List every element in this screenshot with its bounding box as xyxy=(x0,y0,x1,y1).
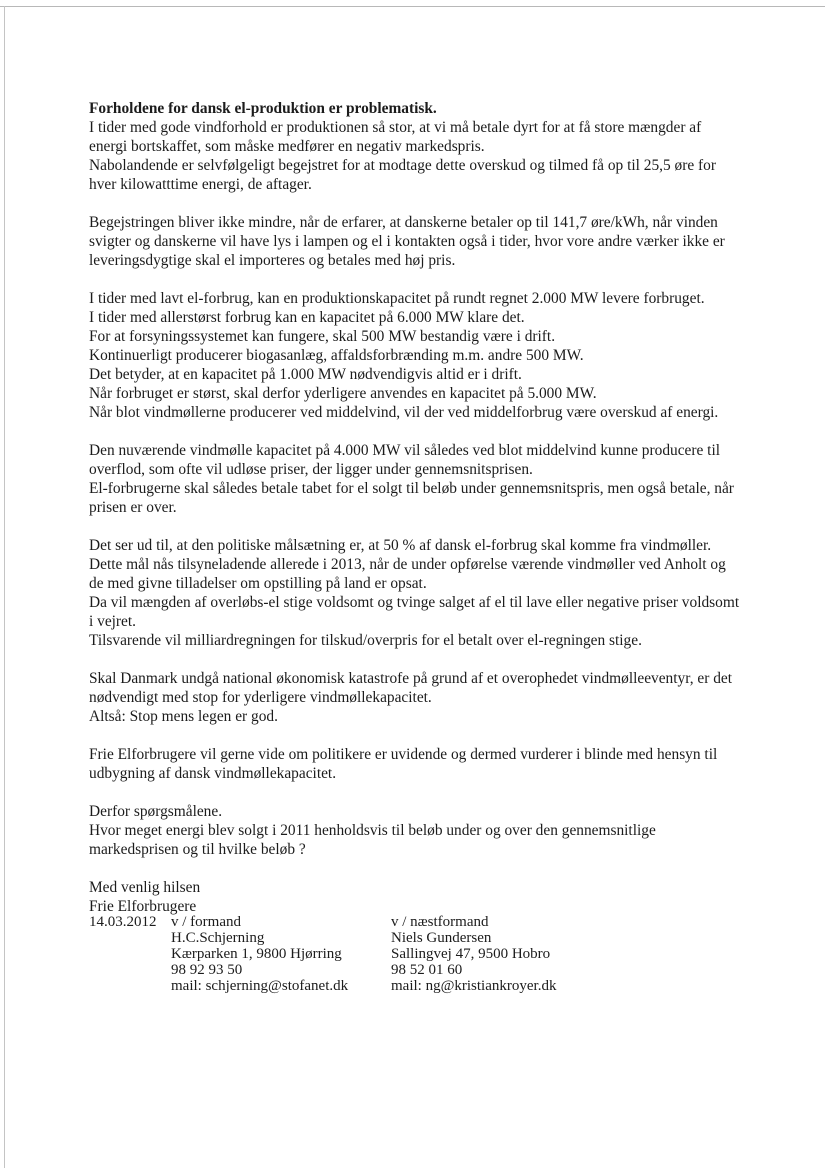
paragraph-line: I tider med gode vindforhold er produktionen så stor, at vi må betale dyrt for at få store mængder af xyxy=(89,119,702,136)
paragraph xyxy=(89,289,779,422)
paragraph-line: Kontinuerligt producerer biogasanlæg, affaldsforbrænding m.m. andre 500 MW. xyxy=(89,347,584,364)
paragraph-line: Frie Elforbrugere vil gerne vide om politikere er uvidende og dermed vurderer i blinde med hensyn til xyxy=(89,746,718,763)
paragraph xyxy=(89,441,779,517)
paragraph-line: energi bortskaffet, som måske medfører en negativ markedspris. xyxy=(89,138,485,155)
vice-chair-phone: 98 52 01 60 xyxy=(391,962,463,978)
paragraph-line: prisen er over. xyxy=(89,499,177,516)
signature-chair xyxy=(171,914,348,994)
vice-chair-mail: mail: ng@kristiankroyer.dk xyxy=(391,978,557,994)
paragraph-line: Den nuværende vindmølle kapacitet på 4.000 MW vil således ved blot middelvind kunne producere til xyxy=(89,442,721,459)
paragraph-line: svigter og danskerne vil have lys i lampen og el i kontakten også i tider, hvor vore andre værker ikke er xyxy=(89,233,725,250)
paragraph xyxy=(89,745,779,783)
paragraph-line: Tilsvarende vil milliardregningen for tilskud/overpris for el betalt over el-regningen stige. xyxy=(89,632,642,649)
paragraph-line: I tider med allerstørst forbrug kan en kapacitet på 6.000 MW klare det. xyxy=(89,309,525,326)
chair-address: Kærparken 1, 9800 Hjørring xyxy=(171,946,342,962)
paragraph xyxy=(89,878,779,916)
chair-phone: 98 92 93 50 xyxy=(171,962,243,978)
chair-mail: mail: schjerning@stofanet.dk xyxy=(171,978,349,994)
paragraph-line: de med givne tilladelser om opstilling på land er opsat. xyxy=(89,575,427,592)
paragraph-line: Hvor meget energi blev solgt i 2011 henholdsvis til beløb under og over den gennemsnitlige xyxy=(89,822,656,839)
paragraph-line: udbygning af dansk vindmøllekapacitet. xyxy=(89,765,337,782)
paragraph-line: El-forbrugerne skal således betale tabet for el solgt til beløb under gennemsnitspris, men også betale, når xyxy=(89,480,734,497)
paragraph-line: Altså: Stop mens legen er god. xyxy=(89,708,278,725)
paragraph-line: Det ser ud til, at den politiske målsætning er, at 50 % af dansk el-forbrug skal komme fra vindmøller. xyxy=(89,537,712,554)
paragraph-line: Når forbruget er størst, skal derfor yderligere anvendes en kapacitet på 5.000 MW. xyxy=(89,385,597,402)
paragraph-line: Derfor spørgsmålene. xyxy=(89,803,223,820)
paragraph-line: Når blot vindmøllerne producerer ved middelvind, vil der ved middelforbrug være overskud af energi. xyxy=(89,404,719,421)
paragraph-line: Begejstringen bliver ikke mindre, når de erfarer, at danskerne betaler op til 141,7 øre/kWh, når vinden xyxy=(89,214,718,231)
vice-chair-name: Niels Gundersen xyxy=(391,930,492,946)
paragraph-line: Med venlig hilsen xyxy=(89,879,201,896)
paragraph xyxy=(89,536,779,650)
scan-edge-top xyxy=(0,6,825,7)
vice-chair-role: v / næstformand xyxy=(391,914,489,930)
paragraph-line: i vejret. xyxy=(89,613,137,630)
paragraph-line: nødvendigt med stop for yderligere vindmøllekapacitet. xyxy=(89,689,432,706)
paragraph xyxy=(89,669,779,726)
paragraph-line: For at forsyningssystemet kan fungere, skal 500 MW bestandig være i drift. xyxy=(89,328,556,345)
paragraph-line: Frie Elforbrugere xyxy=(89,898,197,915)
letter-heading: Forholdene for dansk el-produktion er problematisk. xyxy=(89,100,437,117)
vice-chair-address: Sallingvej 47, 9500 Hobro xyxy=(391,946,551,962)
paragraph xyxy=(89,118,779,194)
paragraph-line: leveringsdygtige skal el importeres og betales med høj pris. xyxy=(89,252,456,269)
letter-paragraphs xyxy=(89,118,779,916)
paragraph-line: Nabolandende er selvfølgeligt begejstret for at modtage dette overskud og tilmed få op til 25,5 øre for xyxy=(89,157,716,174)
paragraph-line: markedsprisen og til hvilke beløb ? xyxy=(89,841,306,858)
paragraph-line: I tider med lavt el-forbrug, kan en produktionskapacitet på rundt regnet 2.000 MW levere forbruget. xyxy=(89,290,705,307)
paragraph-line: Det betyder, at en kapacitet på 1.000 MW nødvendigvis altid er i drift. xyxy=(89,366,522,383)
scan-edge-left xyxy=(4,6,5,1168)
signature-date: 14.03.2012 xyxy=(89,914,157,930)
chair-role: v / formand xyxy=(171,914,241,930)
paragraph-line: overflod, som ofte vil udløse priser, der ligger under gennemsnitsprisen. xyxy=(89,461,533,478)
signature-vice-chair xyxy=(391,914,556,994)
paragraph-line: Da vil mængden af overløbs-el stige voldsomt og tvinge salget af el til lave eller negative priser voldsomt xyxy=(89,594,740,611)
paragraph-line: hver kilowatttime energi, de aftager. xyxy=(89,176,312,193)
paragraph xyxy=(89,213,779,270)
paragraph xyxy=(89,802,779,859)
paragraph-line: Skal Danmark undgå national økonomisk katastrofe på grund af et overophedet vindmølleeventyr, er det xyxy=(89,670,733,687)
letter-body xyxy=(89,99,779,935)
paragraph-line: Dette mål nås tilsyneladende allerede i 2013, når de under opførelse værende vindmøller ved Anholt og xyxy=(89,556,726,573)
chair-name: H.C.Schjerning xyxy=(171,930,265,946)
